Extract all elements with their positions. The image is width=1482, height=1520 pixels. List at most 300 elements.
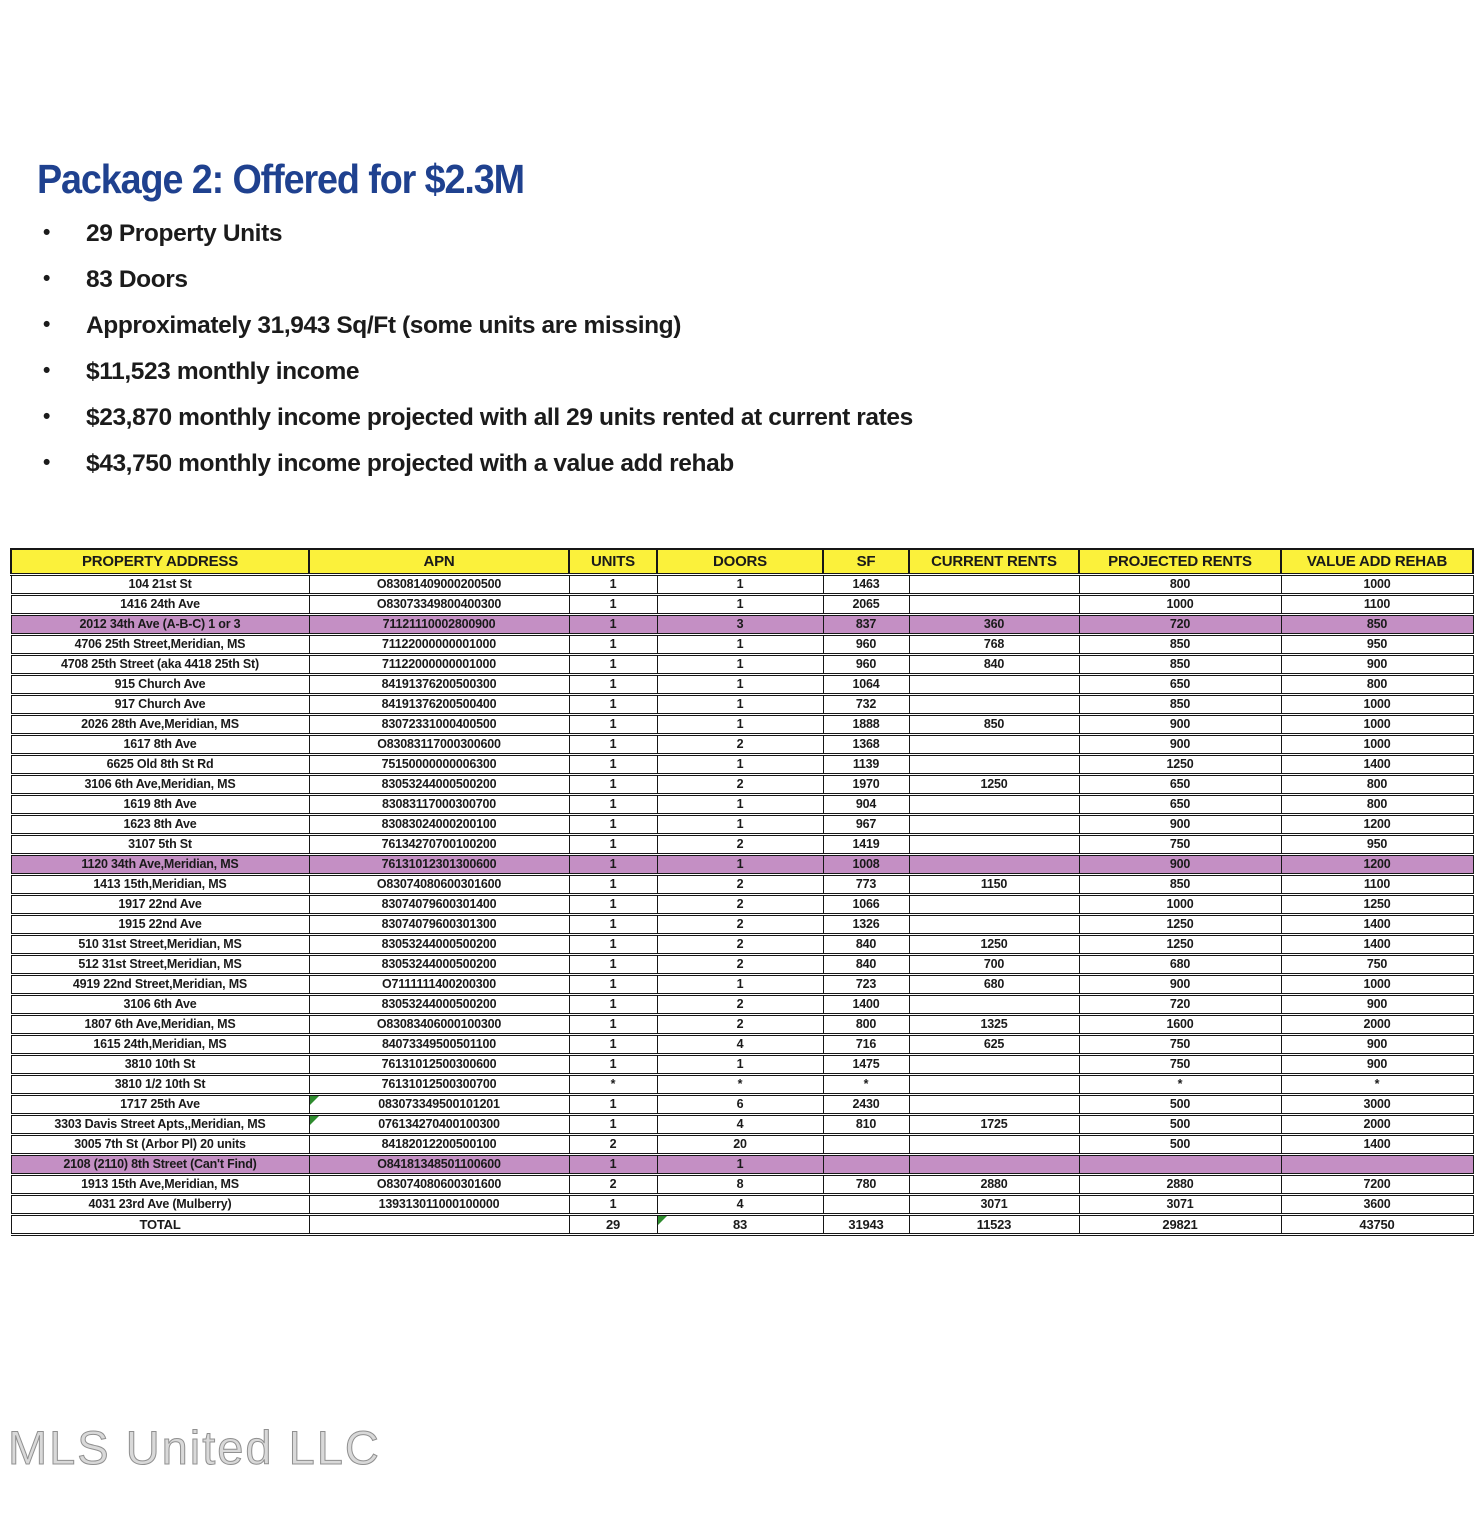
cell-sf: 1475 (823, 1054, 909, 1074)
cell-sf (823, 1194, 909, 1214)
cell-units: 1 (569, 854, 657, 874)
table-row (11, 1014, 1473, 1034)
cell-current: 1250 (909, 774, 1079, 794)
cell-doors: 1 (657, 714, 823, 734)
cell-doors: 4 (657, 1114, 823, 1134)
cell-rehab: 900 (1281, 1054, 1473, 1074)
cell-apn: O83083117000300600 (309, 734, 569, 754)
cell-units: 1 (569, 934, 657, 954)
cell-sf: 840 (823, 954, 909, 974)
cell-rehab: 3600 (1281, 1194, 1473, 1214)
cell-units: 1 (569, 1154, 657, 1174)
cell-apn: 83074079600301400 (309, 894, 569, 914)
table-row (11, 774, 1473, 794)
cell-units: 1 (569, 734, 657, 754)
cell-rehab: 850 (1281, 614, 1473, 634)
cell-projected: 680 (1079, 954, 1281, 974)
cell-address: TOTAL (11, 1214, 309, 1234)
cell-rehab: 950 (1281, 834, 1473, 854)
cell-projected: 29821 (1079, 1214, 1281, 1234)
cell-rehab: 1200 (1281, 854, 1473, 874)
cell-doors: 1 (657, 674, 823, 694)
cell-apn: O83081409000200500 (309, 574, 569, 594)
cell-apn: 84191376200500400 (309, 694, 569, 714)
cell-address: 1717 25th Ave (11, 1094, 309, 1114)
cell-units: 1 (569, 1014, 657, 1034)
cell-sf: 1400 (823, 994, 909, 1014)
cell-current (909, 814, 1079, 834)
cell-current (909, 674, 1079, 694)
cell-doors: 2 (657, 894, 823, 914)
cell-address: 1915 22nd Ave (11, 914, 309, 934)
cell-projected: 850 (1079, 634, 1281, 654)
cell-sf: 2430 (823, 1094, 909, 1114)
cell-sf: 800 (823, 1014, 909, 1034)
cell-projected: 1250 (1079, 934, 1281, 954)
cell-sf: 1066 (823, 894, 909, 914)
cell-doors: 1 (657, 974, 823, 994)
cell-apn: O83074080600301600 (309, 874, 569, 894)
cell-apn: 71122000000001000 (309, 634, 569, 654)
cell-rehab: 950 (1281, 634, 1473, 654)
cell-units: 1 (569, 574, 657, 594)
cell-projected: 900 (1079, 854, 1281, 874)
table-row (11, 754, 1473, 774)
cell-rehab: 1100 (1281, 874, 1473, 894)
cell-address: 1913 15th Ave,Meridian, MS (11, 1174, 309, 1194)
cell-projected: * (1079, 1074, 1281, 1094)
cell-units: 2 (569, 1174, 657, 1194)
cell-doors: 2 (657, 954, 823, 974)
column-header: PROJECTED RENTS (1079, 549, 1281, 574)
cell-doors: 83 (657, 1214, 823, 1234)
cell-sf: 960 (823, 654, 909, 674)
cell-doors: 1 (657, 814, 823, 834)
cell-current (909, 994, 1079, 1014)
cell-doors: 2 (657, 914, 823, 934)
cell-sf: 1368 (823, 734, 909, 754)
cell-sf: 1970 (823, 774, 909, 794)
cell-rehab: 1100 (1281, 594, 1473, 614)
cell-units: 1 (569, 1194, 657, 1214)
cell-address: 4919 22nd Street,Meridian, MS (11, 974, 309, 994)
cell-units: 1 (569, 994, 657, 1014)
cell-units: 1 (569, 714, 657, 734)
cell-sf: 1064 (823, 674, 909, 694)
cell-sf: 773 (823, 874, 909, 894)
cell-sf: 31943 (823, 1214, 909, 1234)
cell-address: 3303 Davis Street Apts,,Meridian, MS (11, 1114, 309, 1134)
table-row (11, 1094, 1473, 1114)
cell-apn: 83072331000400500 (309, 714, 569, 734)
cell-address: 1619 8th Ave (11, 794, 309, 814)
cell-current (909, 594, 1079, 614)
cell-apn: O83083406000100300 (309, 1014, 569, 1034)
cell-doors: 8 (657, 1174, 823, 1194)
cell-sf: 780 (823, 1174, 909, 1194)
cell-units: 1 (569, 814, 657, 834)
cell-address: 1416 24th Ave (11, 594, 309, 614)
cell-projected: 900 (1079, 974, 1281, 994)
cell-sf: 1139 (823, 754, 909, 774)
table-row (11, 734, 1473, 754)
cell-current: 1150 (909, 874, 1079, 894)
table-row (11, 714, 1473, 734)
cell-current (909, 1094, 1079, 1114)
cell-address: 917 Church Ave (11, 694, 309, 714)
cell-rehab: 800 (1281, 774, 1473, 794)
cell-rehab: 800 (1281, 794, 1473, 814)
table-row (11, 794, 1473, 814)
cell-rehab: 1000 (1281, 974, 1473, 994)
cell-units: 1 (569, 1094, 657, 1114)
cell-address: 3005 7th St (Arbor Pl) 20 units (11, 1134, 309, 1154)
cell-units: * (569, 1074, 657, 1094)
cell-current (909, 1154, 1079, 1174)
cell-current (909, 734, 1079, 754)
cell-rehab: * (1281, 1074, 1473, 1094)
cell-rehab: 1400 (1281, 754, 1473, 774)
cell-current (909, 1074, 1079, 1094)
cell-apn: 75150000000006300 (309, 754, 569, 774)
cell-projected: 850 (1079, 654, 1281, 674)
cell-projected: 3071 (1079, 1194, 1281, 1214)
cell-apn: 139313011000100000 (309, 1194, 569, 1214)
cell-address: 1623 8th Ave (11, 814, 309, 834)
cell-apn: 76134270700100200 (309, 834, 569, 854)
cell-projected: 850 (1079, 694, 1281, 714)
cell-rehab: 2000 (1281, 1014, 1473, 1034)
table-row (11, 1174, 1473, 1194)
table-row (11, 1134, 1473, 1154)
cell-projected: 1600 (1079, 1014, 1281, 1034)
cell-address: 4031 23rd Ave (Mulberry) (11, 1194, 309, 1214)
cell-address: 512 31st Street,Meridian, MS (11, 954, 309, 974)
cell-rehab: 43750 (1281, 1214, 1473, 1234)
cell-units: 1 (569, 954, 657, 974)
cell-units: 1 (569, 754, 657, 774)
table-row (11, 1074, 1473, 1094)
table-row (11, 1114, 1473, 1134)
cell-projected: 500 (1079, 1134, 1281, 1154)
column-header: APN (309, 549, 569, 574)
cell-rehab: 1400 (1281, 1134, 1473, 1154)
cell-current (909, 894, 1079, 914)
cell-units: 1 (569, 834, 657, 854)
table-row (11, 914, 1473, 934)
cell-projected: 500 (1079, 1114, 1281, 1134)
total-row (11, 1214, 1473, 1234)
table-row (11, 1154, 1473, 1174)
cell-doors: 2 (657, 834, 823, 854)
page-title: Package 2: Offered for $2.3M (37, 156, 524, 202)
cell-doors: 1 (657, 654, 823, 674)
cell-units: 1 (569, 634, 657, 654)
cell-address: 3106 6th Ave,Meridian, MS (11, 774, 309, 794)
cell-units: 2 (569, 1134, 657, 1154)
cell-doors: 1 (657, 634, 823, 654)
cell-sf: 716 (823, 1034, 909, 1054)
cell-sf: 732 (823, 694, 909, 714)
cell-current: 3071 (909, 1194, 1079, 1214)
cell-sf: 840 (823, 934, 909, 954)
cell-rehab: 800 (1281, 674, 1473, 694)
cell-units: 1 (569, 874, 657, 894)
cell-projected: 650 (1079, 774, 1281, 794)
cell-projected: 900 (1079, 714, 1281, 734)
cell-projected: 650 (1079, 674, 1281, 694)
cell-address: 6625 Old 8th St Rd (11, 754, 309, 774)
cell-doors: 1 (657, 1154, 823, 1174)
cell-doors: 2 (657, 994, 823, 1014)
cell-doors: 2 (657, 734, 823, 754)
bullet-item: • $23,870 monthly income projected with all 29 units rented at current rates (40, 404, 913, 432)
cell-apn: 83053244000500200 (309, 934, 569, 954)
cell-rehab: 3000 (1281, 1094, 1473, 1114)
cell-doors: 4 (657, 1194, 823, 1214)
table-row (11, 814, 1473, 834)
cell-doors: * (657, 1074, 823, 1094)
bullet-item: • $11,523 monthly income (40, 358, 913, 386)
table-row (11, 694, 1473, 714)
cell-rehab: 1000 (1281, 734, 1473, 754)
cell-projected: 1000 (1079, 894, 1281, 914)
cell-current (909, 834, 1079, 854)
cell-rehab: 7200 (1281, 1174, 1473, 1194)
cell-sf: 1888 (823, 714, 909, 734)
cell-address: 1413 15th,Meridian, MS (11, 874, 309, 894)
cell-projected: 800 (1079, 574, 1281, 594)
column-header: PROPERTY ADDRESS (11, 549, 309, 574)
cell-doors: 2 (657, 934, 823, 954)
cell-address: 4706 25th Street,Meridian, MS (11, 634, 309, 654)
cell-units: 1 (569, 1114, 657, 1134)
cell-sf: 1463 (823, 574, 909, 594)
cell-sf: 837 (823, 614, 909, 634)
cell-address: 2026 28th Ave,Meridian, MS (11, 714, 309, 734)
column-header: CURRENT RENTS (909, 549, 1079, 574)
cell-current (909, 1134, 1079, 1154)
cell-address: 1807 6th Ave,Meridian, MS (11, 1014, 309, 1034)
cell-current (909, 754, 1079, 774)
cell-rehab: 1400 (1281, 914, 1473, 934)
cell-apn: 83083117000300700 (309, 794, 569, 814)
cell-units: 1 (569, 1034, 657, 1054)
cell-current: 1250 (909, 934, 1079, 954)
table-row (11, 594, 1473, 614)
cell-doors: 2 (657, 1014, 823, 1034)
cell-units: 1 (569, 674, 657, 694)
cell-address: 3106 6th Ave (11, 994, 309, 1014)
cell-projected: 750 (1079, 834, 1281, 854)
table-row (11, 894, 1473, 914)
cell-apn: 83083024000200100 (309, 814, 569, 834)
table-row (11, 874, 1473, 894)
cell-projected: 750 (1079, 1054, 1281, 1074)
cell-sf: 904 (823, 794, 909, 814)
cell-current: 700 (909, 954, 1079, 974)
cell-apn: O83073349800400300 (309, 594, 569, 614)
cell-units: 29 (569, 1214, 657, 1234)
cell-apn: 83053244000500200 (309, 774, 569, 794)
cell-projected: 650 (1079, 794, 1281, 814)
cell-address: 4708 25th Street (aka 4418 25th St) (11, 654, 309, 674)
cell-units: 1 (569, 774, 657, 794)
cell-units: 1 (569, 1054, 657, 1074)
cell-address: 510 31st Street,Meridian, MS (11, 934, 309, 954)
table-row (11, 834, 1473, 854)
cell-sf: 960 (823, 634, 909, 654)
cell-apn: 71122000000001000 (309, 654, 569, 674)
cell-current: 768 (909, 634, 1079, 654)
cell-current (909, 854, 1079, 874)
cell-doors: 20 (657, 1134, 823, 1154)
cell-apn: 71121110002800900 (309, 614, 569, 634)
cell-projected: 720 (1079, 614, 1281, 634)
bullet-item: • Approximately 31,943 Sq/Ft (some units are missing) (40, 312, 913, 340)
table-row (11, 1054, 1473, 1074)
cell-current: 680 (909, 974, 1079, 994)
cell-units: 1 (569, 974, 657, 994)
table-row (11, 674, 1473, 694)
cell-projected: 1250 (1079, 914, 1281, 934)
cell-apn: 83053244000500200 (309, 994, 569, 1014)
cell-units: 1 (569, 654, 657, 674)
cell-current (909, 914, 1079, 934)
cell-sf: 967 (823, 814, 909, 834)
cell-address: 1617 8th Ave (11, 734, 309, 754)
cell-current: 850 (909, 714, 1079, 734)
column-header: UNITS (569, 549, 657, 574)
cell-current: 1325 (909, 1014, 1079, 1034)
cell-units: 1 (569, 594, 657, 614)
cell-rehab: 900 (1281, 1034, 1473, 1054)
cell-doors: 2 (657, 874, 823, 894)
column-header: VALUE ADD REHAB (1281, 549, 1473, 574)
bullet-item: • $43,750 monthly income projected with a value add rehab (40, 450, 913, 478)
cell-projected: 900 (1079, 814, 1281, 834)
cell-address: 104 21st St (11, 574, 309, 594)
cell-apn: 76131012500300600 (309, 1054, 569, 1074)
cell-current: 840 (909, 654, 1079, 674)
cell-doors: 6 (657, 1094, 823, 1114)
cell-projected (1079, 1154, 1281, 1174)
cell-rehab (1281, 1154, 1473, 1174)
table-row (11, 994, 1473, 1014)
cell-apn: 83074079600301300 (309, 914, 569, 934)
cell-apn (309, 1214, 569, 1234)
cell-projected: 2880 (1079, 1174, 1281, 1194)
cell-rehab: 1000 (1281, 714, 1473, 734)
cell-rehab: 750 (1281, 954, 1473, 974)
cell-apn: 083073349500101201 (309, 1094, 569, 1114)
cell-current (909, 694, 1079, 714)
cell-doors: 1 (657, 1054, 823, 1074)
cell-apn: O84181348501100600 (309, 1154, 569, 1174)
cell-doors: 1 (657, 794, 823, 814)
cell-rehab: 1400 (1281, 934, 1473, 954)
cell-apn: O7111111400200300 (309, 974, 569, 994)
watermark-text: MLS United LLC (8, 1421, 381, 1474)
cell-doors: 3 (657, 614, 823, 634)
table-row (11, 574, 1473, 594)
cell-doors: 1 (657, 854, 823, 874)
cell-sf: 810 (823, 1114, 909, 1134)
property-table (10, 548, 1474, 1236)
cell-doors: 1 (657, 694, 823, 714)
cell-address: 2108 (2110) 8th Street (Can't Find) (11, 1154, 309, 1174)
table-row (11, 934, 1473, 954)
cell-address: 3107 5th St (11, 834, 309, 854)
column-header: DOORS (657, 549, 823, 574)
cell-apn: 84182012200500100 (309, 1134, 569, 1154)
cell-address: 3810 1/2 10th St (11, 1074, 309, 1094)
cell-doors: 1 (657, 754, 823, 774)
cell-sf: 1419 (823, 834, 909, 854)
cell-projected: 1250 (1079, 754, 1281, 774)
table-row (11, 954, 1473, 974)
table-row (11, 1194, 1473, 1214)
cell-current: 1725 (909, 1114, 1079, 1134)
cell-sf (823, 1154, 909, 1174)
cell-rehab: 900 (1281, 654, 1473, 674)
cell-rehab: 1000 (1281, 574, 1473, 594)
table-row (11, 634, 1473, 654)
cell-doors: 1 (657, 574, 823, 594)
cell-address: 1120 34th Ave,Meridian, MS (11, 854, 309, 874)
cell-address: 1615 24th,Meridian, MS (11, 1034, 309, 1054)
cell-sf (823, 1134, 909, 1154)
table-row (11, 1034, 1473, 1054)
cell-rehab: 1250 (1281, 894, 1473, 914)
cell-current: 360 (909, 614, 1079, 634)
cell-projected: 850 (1079, 874, 1281, 894)
cell-units: 1 (569, 894, 657, 914)
cell-address: 3810 10th St (11, 1054, 309, 1074)
cell-units: 1 (569, 614, 657, 634)
cell-current: 625 (909, 1034, 1079, 1054)
cell-rehab: 2000 (1281, 1114, 1473, 1134)
cell-rehab: 1200 (1281, 814, 1473, 834)
cell-sf: 1326 (823, 914, 909, 934)
cell-sf: 723 (823, 974, 909, 994)
cell-sf: 2065 (823, 594, 909, 614)
cell-rehab: 1000 (1281, 694, 1473, 714)
cell-apn: 076134270400100300 (309, 1114, 569, 1134)
cell-units: 1 (569, 914, 657, 934)
cell-projected: 750 (1079, 1034, 1281, 1054)
table-header-row (11, 549, 1473, 574)
cell-address: 915 Church Ave (11, 674, 309, 694)
cell-projected: 500 (1079, 1094, 1281, 1114)
cell-current: 2880 (909, 1174, 1079, 1194)
cell-sf: * (823, 1074, 909, 1094)
table-row (11, 974, 1473, 994)
bullet-item: • 29 Property Units (40, 220, 913, 248)
cell-current (909, 794, 1079, 814)
cell-apn: 76131012500300700 (309, 1074, 569, 1094)
bullet-item: • 83 Doors (40, 266, 913, 294)
table-row (11, 854, 1473, 874)
cell-doors: 1 (657, 594, 823, 614)
cell-current: 11523 (909, 1214, 1079, 1234)
cell-doors: 2 (657, 774, 823, 794)
cell-units: 1 (569, 694, 657, 714)
bullet-list (40, 220, 913, 496)
cell-apn: 76131012301300600 (309, 854, 569, 874)
cell-rehab: 900 (1281, 994, 1473, 1014)
cell-projected: 720 (1079, 994, 1281, 1014)
